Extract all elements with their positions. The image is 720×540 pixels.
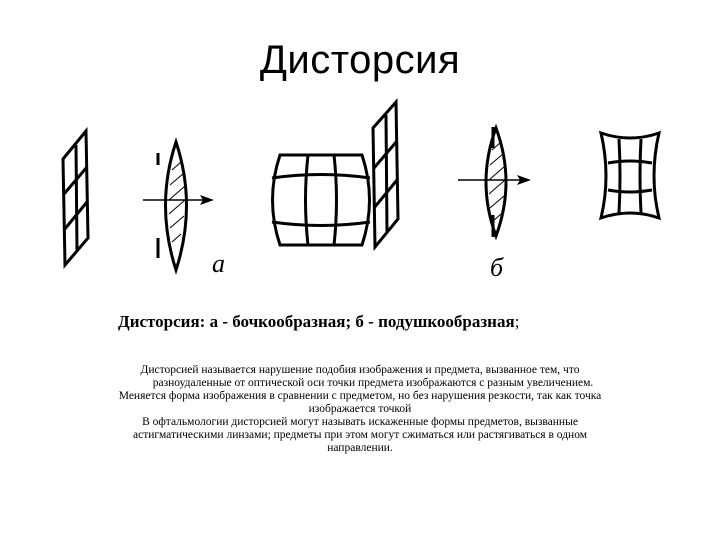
caption-text: Дисторсия: а - бочкообразная; б - подушкообразная	[118, 312, 515, 331]
body-line: Дисторсией называется нарушение подобия изображения и предмета, вызванное тем, что	[140, 364, 580, 376]
label-b: б	[490, 253, 504, 282]
arrow-b	[458, 175, 531, 185]
body-line: В офтальмологии дисторсией могут называть искаженные формы предметов, вызванные	[142, 416, 578, 428]
body-line: Меняется форма изображения в сравнении с предметом, но без нарушения резкости, так как точка	[118, 390, 602, 402]
body-line: астигматическими линзами; предметы при этом могут сжиматься или растягиваться в одном	[132, 429, 588, 441]
body-line: изображается точкой	[308, 403, 412, 415]
barrel-image-grid	[272, 155, 370, 245]
slide-title: Дисторсия	[259, 38, 461, 82]
arrow-a	[143, 195, 214, 205]
lens-a	[166, 142, 187, 270]
body-line: разноудаленные от оптической оси точки предмета изображаются с разным увеличением.	[152, 377, 594, 389]
object-grid-a	[63, 131, 88, 265]
label-a: а	[212, 249, 225, 278]
caption-punct: ;	[514, 312, 520, 331]
pincushion-image-grid	[601, 133, 659, 218]
figure-caption	[118, 312, 519, 332]
body-line: направлении.	[327, 442, 393, 454]
body-text	[58, 364, 662, 455]
object-grid-b	[373, 102, 398, 247]
